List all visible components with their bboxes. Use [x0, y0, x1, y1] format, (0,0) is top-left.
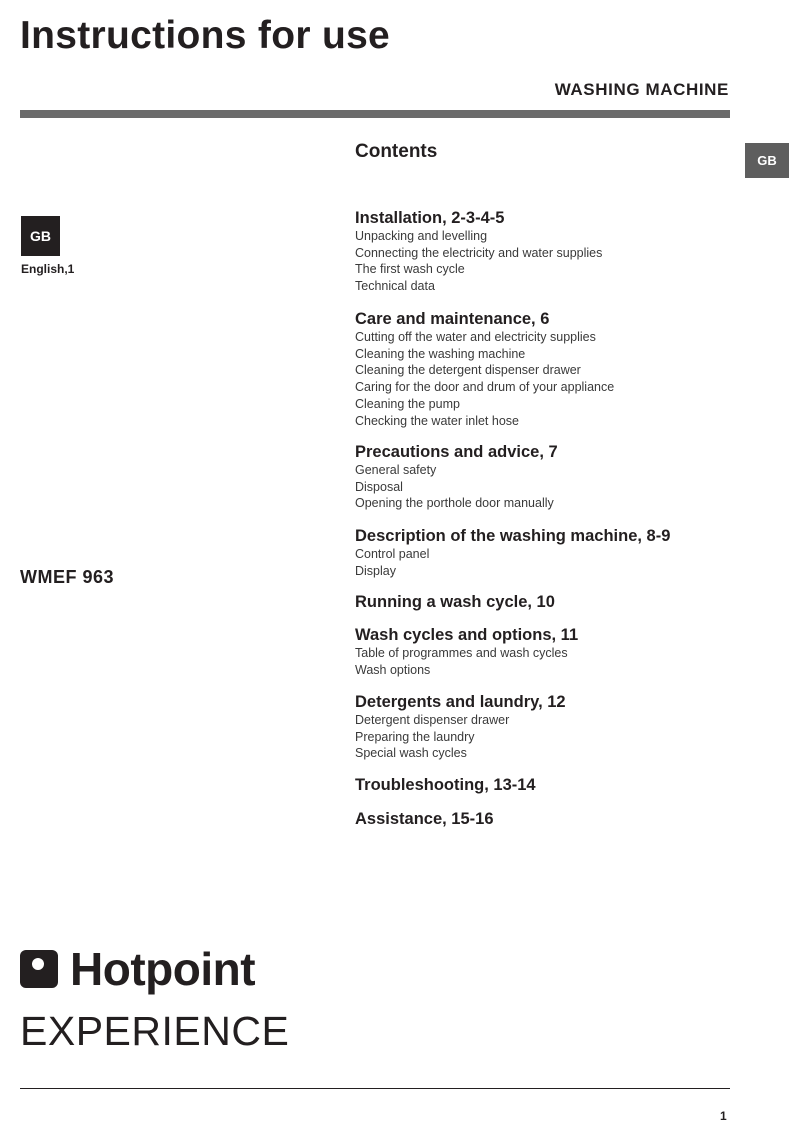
toc-item: Opening the porthole door manually: [355, 496, 554, 511]
toc-item: Cutting off the water and electricity supplies: [355, 330, 596, 344]
toc-item: Detergent dispenser drawer: [355, 713, 510, 727]
toc-item: Disposal: [355, 479, 403, 494]
toc-section-title: Wash cycles and options, 11: [355, 626, 579, 644]
toc-item: Preparing the laundry: [355, 729, 475, 744]
toc-item: Connecting the electricity and water supplies: [355, 245, 603, 260]
model-number: WMEF 963: [20, 567, 115, 587]
toc-section-title: Installation, 2-3-4-5: [355, 209, 505, 227]
page-number: 1: [720, 1109, 727, 1123]
toc-section-title: Detergents and laundry, 12: [355, 693, 566, 711]
brand-logo-text: Hotpoint: [70, 943, 256, 995]
toc-item: Table of programmes and wash cycles: [355, 646, 568, 660]
toc-section-precautions: [355, 442, 558, 512]
toc-item: Special wash cycles: [355, 746, 467, 761]
toc-item: Display: [355, 563, 396, 578]
toc-item: Unpacking and levelling: [355, 229, 488, 243]
toc-item: Checking the water inlet hose: [355, 413, 519, 428]
document-subtitle: WASHING MACHINE: [554, 80, 729, 99]
toc-section-title: Troubleshooting, 13-14: [355, 776, 536, 794]
language-code-badge: GB: [21, 216, 60, 256]
toc-item: Technical data: [355, 279, 435, 294]
toc-item: Cleaning the pump: [355, 396, 460, 411]
toc-item: Control panel: [355, 547, 430, 561]
brand-line: EXPERIENCE: [20, 1008, 290, 1054]
language-side-tab: GB: [745, 143, 789, 178]
hotpoint-logo-icon: [20, 950, 58, 988]
toc-section-description: [355, 526, 670, 579]
toc-section-troubleshooting: [355, 775, 536, 795]
toc-item: Caring for the door and drum of your appliance: [355, 380, 615, 395]
toc-section-title: Running a wash cycle, 10: [355, 593, 555, 611]
toc-section-care: [355, 309, 614, 429]
hotpoint-logo: [20, 944, 255, 994]
toc-item: General safety: [355, 463, 437, 477]
toc-section-detergents: [355, 692, 566, 762]
toc-section-assistance: [355, 809, 494, 829]
toc-section-wash-cycles: [355, 625, 578, 678]
header-divider: [20, 110, 730, 118]
toc-item: Cleaning the detergent dispenser drawer: [355, 363, 581, 378]
toc-item: Wash options: [355, 662, 431, 677]
toc-section-title: Assistance, 15-16: [355, 810, 494, 828]
toc-section-title: Precautions and advice, 7: [355, 443, 558, 461]
toc-item: The first wash cycle: [355, 262, 465, 277]
page-title: Instructions for use: [20, 14, 391, 57]
footer-divider: [20, 1088, 730, 1089]
toc-section-installation: [355, 208, 602, 295]
contents-heading: Contents: [355, 141, 438, 162]
toc-item: Cleaning the washing machine: [355, 346, 526, 361]
toc-section-title: Care and maintenance, 6: [355, 310, 550, 328]
toc-section-title: Description of the washing machine, 8-9: [355, 527, 671, 545]
toc-section-running: [355, 592, 555, 612]
language-label: English,1: [21, 262, 75, 276]
